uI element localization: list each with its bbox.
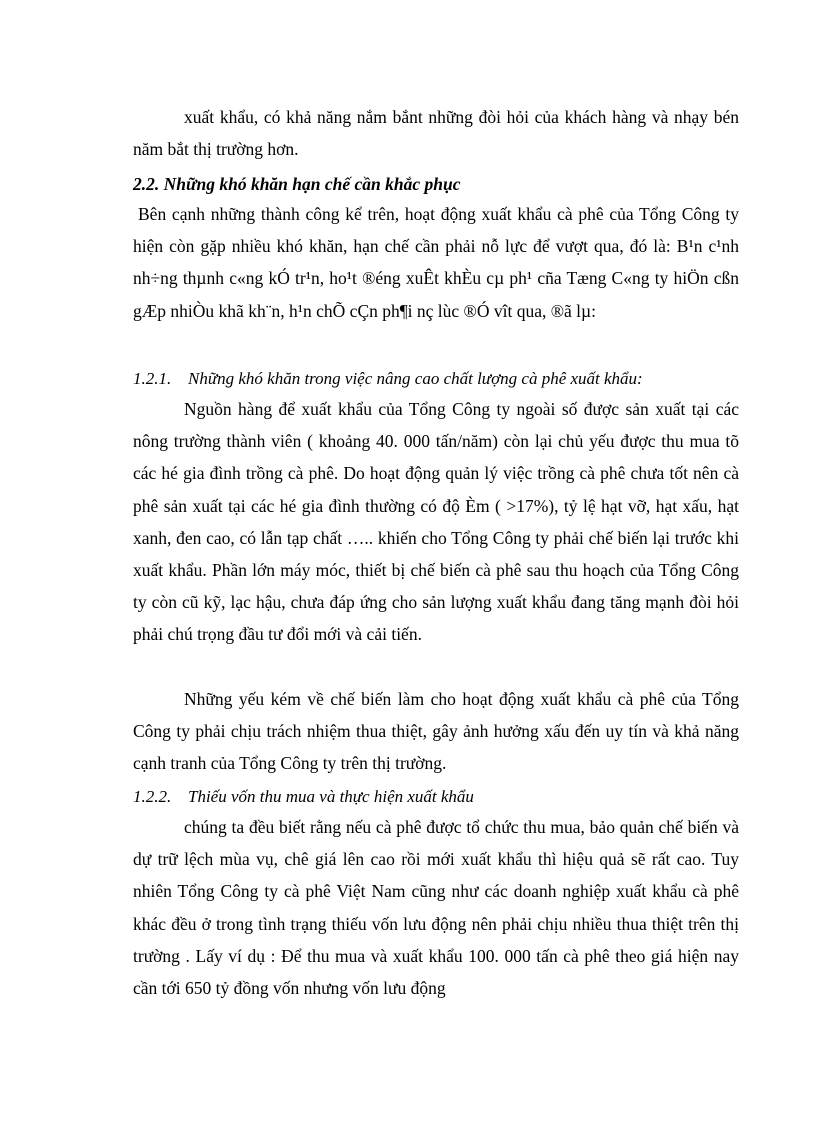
subsection-1-title: Những khó khăn trong việc nâng cao chất lượng cà phê xuất khẩu: xyxy=(188,369,643,388)
intro-paragraph-text: xuất khẩu, có khả năng nắm bắnt những đòi hỏi của khách hàng và nhạy bén năm bắt thị trường hơn. xyxy=(133,107,739,160)
section-heading: 2.2. Những khó khăn hạn chế cần khắc phục xyxy=(133,174,461,194)
intro-paragraph xyxy=(133,101,739,165)
subsection-2-paragraph xyxy=(133,811,739,1004)
section-paragraph-text: Bên cạnh những thành công kể trên, hoạt động xuất khẩu cà phê của Tổng Công ty hiện còn gặp nhiều khó khăn, hạn chế cần phải nỗ lực để vượt qua, đó là: B¹n c¹nh nh÷ng thµnh c«ng kÓ tr¹n, ho¹t ®éng xuÊt khÈu cµ ph¹ cña Tæng C«ng ty hiÖn cßn gÆp nhiÒu khã kh¨n, h¹n chÕ cÇn ph¶i nç lùc ®Ó vît qua, ®ã lµ: xyxy=(133,204,739,321)
subsection-1-paragraph-2 xyxy=(133,683,739,780)
subsection-1-paragraph-1 xyxy=(133,393,739,651)
subsection-2-title: Thiếu vốn thu mua và thực hiện xuất khẩu xyxy=(188,787,474,806)
section-paragraph xyxy=(133,198,739,327)
subsection-heading-1 xyxy=(133,366,643,392)
subsection-1-paragraph-1-text: Nguồn hàng để xuất khẩu của Tổng Công ty ngoài số được sản xuất tại các nông trường thành viên ( khoảng 40. 000 tấn/năm) còn lại chủ yếu được thu mua tõ các hé gia đình trồng cà phê. Do hoạt động quản lý việc trồng cà phê chưa tốt nên cà phê sản xuất tại các hé gia đình thường có độ Èm ( >17%), tỷ lệ hạt vỡ, hạt xấu, hạt xanh, đen cao, có lẫn tạp chất ….. khiến cho Tổng Công ty phải chế biến lại trước khi xuất khẩu. Phần lớn máy móc, thiết bị chế biến cà phê sau thu hoạch của Tổng Công ty còn cũ kỹ, lạc hậu, chưa đáp ứng cho sản lượng xuất khẩu đang tăng mạnh đòi hỏi phải chú trọng đầu tư đổi mới và cải tiến. xyxy=(133,399,739,645)
subsection-heading-2 xyxy=(133,784,474,810)
subsection-2-paragraph-text: chúng ta đều biết rằng nếu cà phê được tổ chức thu mua, bảo quản chế biến và dự trữ lệch mùa vụ, chê giá lên cao rồi mới xuất khẩu thì hiệu quả sẽ rất cao. Tuy nhiên Tổng Công ty cà phê Việt Nam cũng như các doanh nghiệp xuất khẩu cà phê khác đều ở trong tình trạng thiếu vốn lưu động nên phải chịu nhiều thua thiệt trên thị trường . Lấy ví dụ : Để thu mua và xuất khẩu 100. 000 tấn cà phê theo giá hiện nay cần tới 650 tỷ đồng vốn nhưng vốn lưu động xyxy=(133,817,739,999)
subsection-1-number: 1.2.1. xyxy=(133,369,172,388)
subsection-2-number: 1.2.2. xyxy=(133,787,172,806)
subsection-1-paragraph-2-text: Những yếu kém về chế biến làm cho hoạt động xuất khẩu cà phê của Tổng Công ty phải chịu trách nhiệm thua thiệt, gây ảnh hưởng xấu đến uy tín và khả năng cạnh tranh của Tổng Công ty trên thị trường. xyxy=(133,689,739,774)
